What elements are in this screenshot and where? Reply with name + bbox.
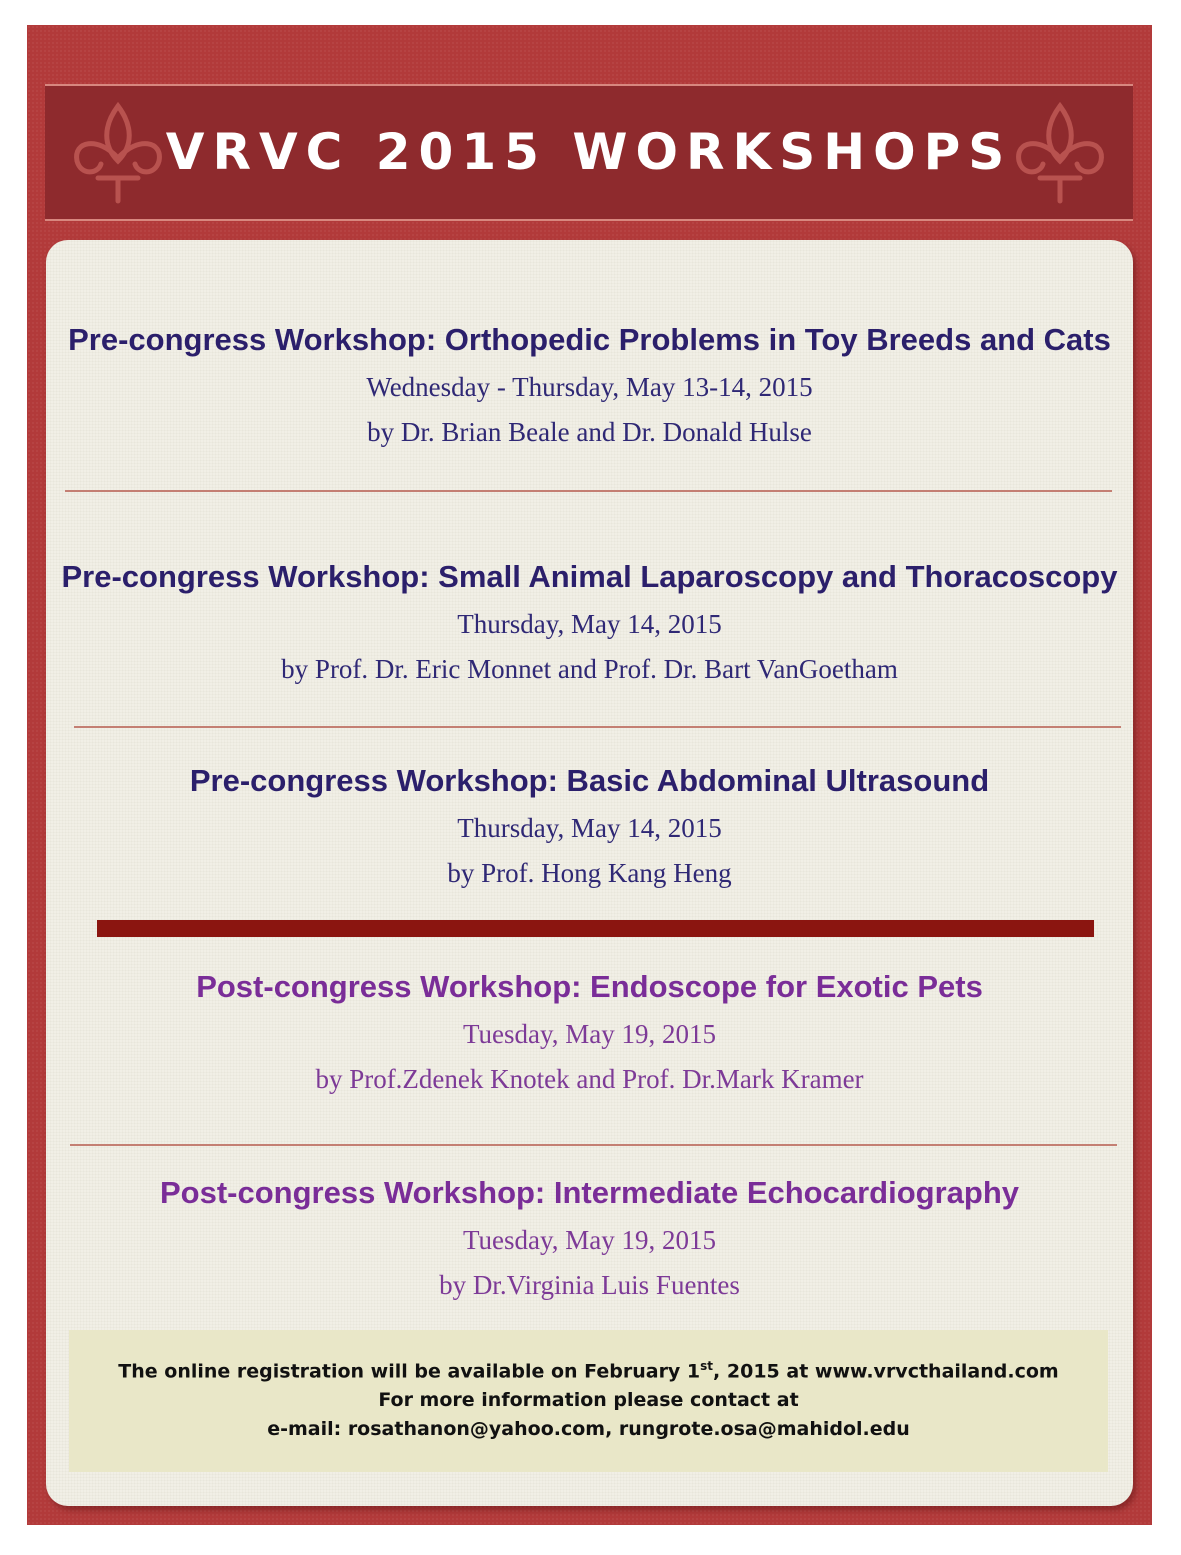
date-ordinal: st	[700, 1359, 714, 1373]
title-banner	[45, 84, 1133, 221]
contact-footer	[69, 1330, 1108, 1472]
poster-title: VRVC 2015 WORKSHOPS	[165, 123, 1013, 181]
registration-line	[69, 1352, 1108, 1386]
workshop-date: Thursday, May 14, 2015	[457, 813, 722, 843]
workshop-speakers: by Prof. Dr. Eric Monnet and Prof. Dr. Bart VanGoetham	[281, 654, 898, 684]
workshop-date: Thursday, May 14, 2015	[457, 609, 722, 639]
workshop-laparoscopy	[46, 557, 1133, 685]
workshop-title: Pre-congress Workshop: Orthopedic Problems in Toy Breeds and Cats	[68, 322, 1111, 357]
workshop-speakers: by Prof.Zdenek Knotek and Prof. Dr.Mark Kramer	[315, 1064, 864, 1094]
content-panel	[46, 240, 1133, 1506]
registration-website: , 2015 at www.vrvcthailand.com	[713, 1360, 1059, 1383]
workshop-title: Pre-congress Workshop: Small Animal Laparoscopy and Thoracoscopy	[61, 559, 1118, 594]
workshop-title: Post-congress Workshop: Endoscope for Exotic Pets	[196, 969, 983, 1004]
workshop-echocardiography	[46, 1173, 1133, 1301]
workshop-title: Pre-congress Workshop: Basic Abdominal Ultrasound	[189, 763, 990, 798]
workshop-speakers: by Prof. Hong Kang Heng	[447, 858, 732, 888]
pre-post-separator	[97, 920, 1094, 937]
workshop-date: Wednesday - Thursday, May 13-14, 2015	[366, 372, 813, 402]
section-divider	[65, 490, 1112, 492]
workshop-date: Tuesday, May 19, 2015	[462, 1019, 716, 1049]
contact-emails: e-mail: rosathanon@yahoo.com, rungrote.osa@mahidol.edu	[267, 1418, 910, 1441]
workshop-orthopedic	[46, 320, 1133, 448]
workshop-title: Post-congress Workshop: Intermediate Echocardiography	[160, 1175, 1019, 1210]
workshop-endoscope	[46, 967, 1133, 1095]
section-divider	[74, 726, 1121, 728]
registration-text: The online registration will be available on February 1	[118, 1360, 701, 1383]
workshop-date: Tuesday, May 19, 2015	[462, 1225, 716, 1255]
workshop-speakers: by Dr. Brian Beale and Dr. Donald Hulse	[367, 417, 812, 447]
contact-intro: For more information please contact at	[378, 1389, 799, 1412]
section-divider	[70, 1144, 1117, 1146]
workshop-speakers: by Dr.Virginia Luis Fuentes	[439, 1270, 740, 1300]
workshop-ultrasound	[46, 761, 1133, 889]
